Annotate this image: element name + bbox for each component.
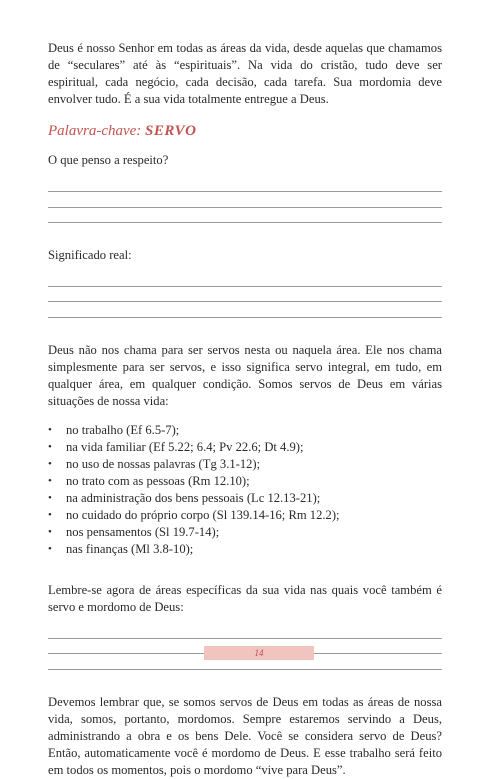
servant-areas-list (48, 422, 442, 558)
intro-paragraph: Deus é nosso Senhor em todas as áreas da vida, desde aquelas que chamamos de “seculares” até às “espirituais”. Na vida do cristão, tudo deve ser espiritual, cada negócio, cada decisão, cada tarefa. Sua mordomia deve envolver tudo. É a sua vida totalmente entregue a Deus. (48, 41, 442, 106)
answer-line[interactable] (48, 624, 442, 639)
list-item (48, 456, 442, 473)
page-content (48, 40, 442, 779)
list-item-text: na administração dos bens pessoais (Lc 12.13-21); (66, 490, 321, 505)
list-item (48, 541, 442, 558)
list-item (48, 490, 442, 507)
question-areas: Lembre-se agora de áreas específicas da sua vida nas quais você também é servo e mordomo de Deus: (48, 582, 442, 614)
keyword-word: SERVO (145, 123, 197, 139)
list-item-text: nas finanças (Ml 3.8-10); (66, 541, 194, 556)
list-item-text: no trabalho (Ef 6.5-7); (66, 422, 180, 437)
bullet-icon: • (48, 457, 52, 470)
answer-line[interactable] (48, 287, 442, 302)
keyword-heading (48, 121, 442, 141)
bullet-icon: • (48, 542, 52, 555)
keyword-label: Palavra-chave: (48, 123, 142, 139)
servants-paragraph: Deus não nos chama para ser servos nesta ou naquela área. Ele nos chama simplesmente para ser servos, e isso significa servo integral, em tudo, em qualquer área, em qualquer condição. Somos servos de Deus em várias situações de nossa vida: (48, 342, 442, 408)
answer-lines-opinion[interactable] (48, 177, 442, 223)
answer-line[interactable] (48, 192, 442, 207)
bullet-icon: • (48, 440, 52, 453)
list-item (48, 422, 442, 439)
question-opinion: O que penso a respeito? (48, 153, 169, 167)
list-item (48, 439, 442, 456)
closing-paragraph: Devemos lembrar que, se somos servos de Deus em todas as áreas de nossa vida, somos, portanto, mordomos. Sempre estaremos servindo a Deus, administrando a obra e os bens Dele. Você se considera servo de Deus? Então, automaticamente você é mordomo de Deus. E esse trabalho será feito em todos os momentos, pois o mordomo “vive para Deus”. (48, 694, 442, 777)
list-item-text: no cuidado do próprio corpo (Sl 139.14-16; Rm 12.2); (66, 507, 340, 522)
answer-line[interactable] (48, 302, 442, 317)
answer-line[interactable] (48, 208, 442, 223)
list-item-text: no uso de nossas palavras (Tg 3.1-12); (66, 456, 261, 471)
bullet-icon: • (48, 525, 52, 538)
bullet-icon: • (48, 491, 52, 504)
list-item-text: no trato com as pessoas (Rm 12.10); (66, 473, 250, 488)
list-item-text: na vida familiar (Ef 5.22; 6.4; Pv 22.6; Dt 4.9); (66, 439, 304, 454)
list-item (48, 524, 442, 541)
question-meaning: Significado real: (48, 247, 132, 262)
bullet-icon: • (48, 474, 52, 487)
list-item (48, 473, 442, 490)
answer-line[interactable] (48, 272, 442, 287)
list-item (48, 507, 442, 524)
answer-lines-meaning[interactable] (48, 272, 442, 318)
bullet-icon: • (48, 423, 52, 436)
list-item-text: nos pensamentos (Sl 19.7-14); (66, 524, 220, 539)
answer-line[interactable] (48, 177, 442, 192)
bullet-icon: • (48, 508, 52, 521)
page-number: 14 (204, 646, 314, 660)
